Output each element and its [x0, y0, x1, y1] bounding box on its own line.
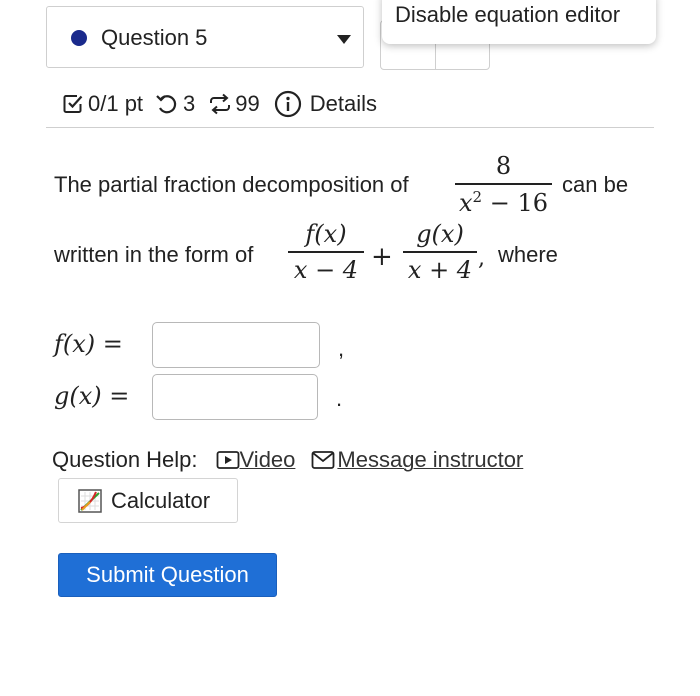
fraction-numerator: 8 — [495, 152, 512, 180]
fraction-f-over-x-minus-4 — [288, 220, 364, 284]
question-select[interactable] — [46, 6, 364, 68]
fraction-bar — [403, 251, 477, 253]
term1-numerator — [288, 220, 364, 248]
f-answer-input[interactable] — [152, 322, 320, 368]
term2-denominator — [403, 256, 477, 284]
term1-denominator — [288, 256, 364, 284]
term2-num-text: g(x) — [416, 220, 464, 248]
term2-den-text: x + 4 — [407, 255, 473, 284]
undo-icon — [155, 93, 179, 115]
f-label-text: f(x) = — [54, 330, 123, 358]
comma: , — [478, 246, 485, 271]
question-meta-row — [62, 88, 377, 120]
g-answer-input[interactable] — [152, 374, 318, 420]
fraction-denominator — [455, 188, 552, 217]
fraction-bar — [455, 183, 552, 185]
problem-text-4: where — [498, 242, 558, 267]
fraction-g-over-x-plus-4 — [403, 220, 477, 284]
retries-item — [207, 91, 259, 117]
den-variable: x — [458, 188, 473, 217]
problem-text-3: written in the form of — [54, 242, 254, 267]
equation-editor-popup[interactable] — [382, 0, 656, 44]
question-select-label: Question 5 — [101, 25, 208, 50]
attempts-item — [155, 91, 195, 117]
question-status-dot-icon — [71, 30, 87, 46]
g-label — [54, 382, 129, 410]
score-text: 0/1 pt — [88, 91, 144, 116]
video-icon — [216, 450, 240, 470]
message-instructor-link[interactable]: Message instructor — [337, 447, 524, 472]
calculator-button[interactable] — [58, 478, 238, 523]
term1-den-text: x − 4 — [293, 255, 359, 284]
graph-icon — [78, 489, 102, 513]
plus-sign: + — [371, 242, 393, 272]
checkbox-icon — [62, 93, 84, 115]
f-label — [54, 330, 123, 358]
retries-text: 99 — [235, 91, 260, 116]
details-label[interactable]: Details — [309, 91, 378, 116]
envelope-icon — [311, 450, 335, 470]
g-label-text: g(x) = — [54, 382, 130, 410]
submit-question-button[interactable]: Submit Question — [58, 553, 277, 597]
score-item — [62, 91, 143, 117]
info-icon — [274, 90, 302, 118]
calculator-label: Calculator — [111, 487, 211, 513]
question-help — [52, 447, 523, 473]
attempts-text: 3 — [183, 91, 196, 116]
fraction-8-over-x2-16 — [455, 152, 552, 217]
video-link[interactable]: Video — [239, 447, 296, 472]
problem-text-1: The partial fraction decomposition of — [54, 172, 409, 197]
disable-equation-editor-option[interactable]: Disable equation editor — [395, 2, 621, 27]
details-button[interactable] — [274, 90, 377, 118]
retry-arrows-icon — [207, 93, 233, 115]
g-suffix: . — [336, 386, 343, 411]
fraction-bar — [288, 251, 364, 253]
den-exponent: 2 — [472, 187, 483, 206]
caret-down-icon — [337, 35, 351, 44]
f-suffix: , — [338, 336, 345, 361]
term1-num-text: f(x) — [305, 220, 347, 248]
problem-text-2: can be — [562, 172, 629, 197]
divider — [46, 127, 654, 128]
den-rest: − 16 — [489, 188, 548, 217]
term2-numerator — [403, 220, 477, 248]
question-help-label: Question Help: — [52, 447, 198, 472]
